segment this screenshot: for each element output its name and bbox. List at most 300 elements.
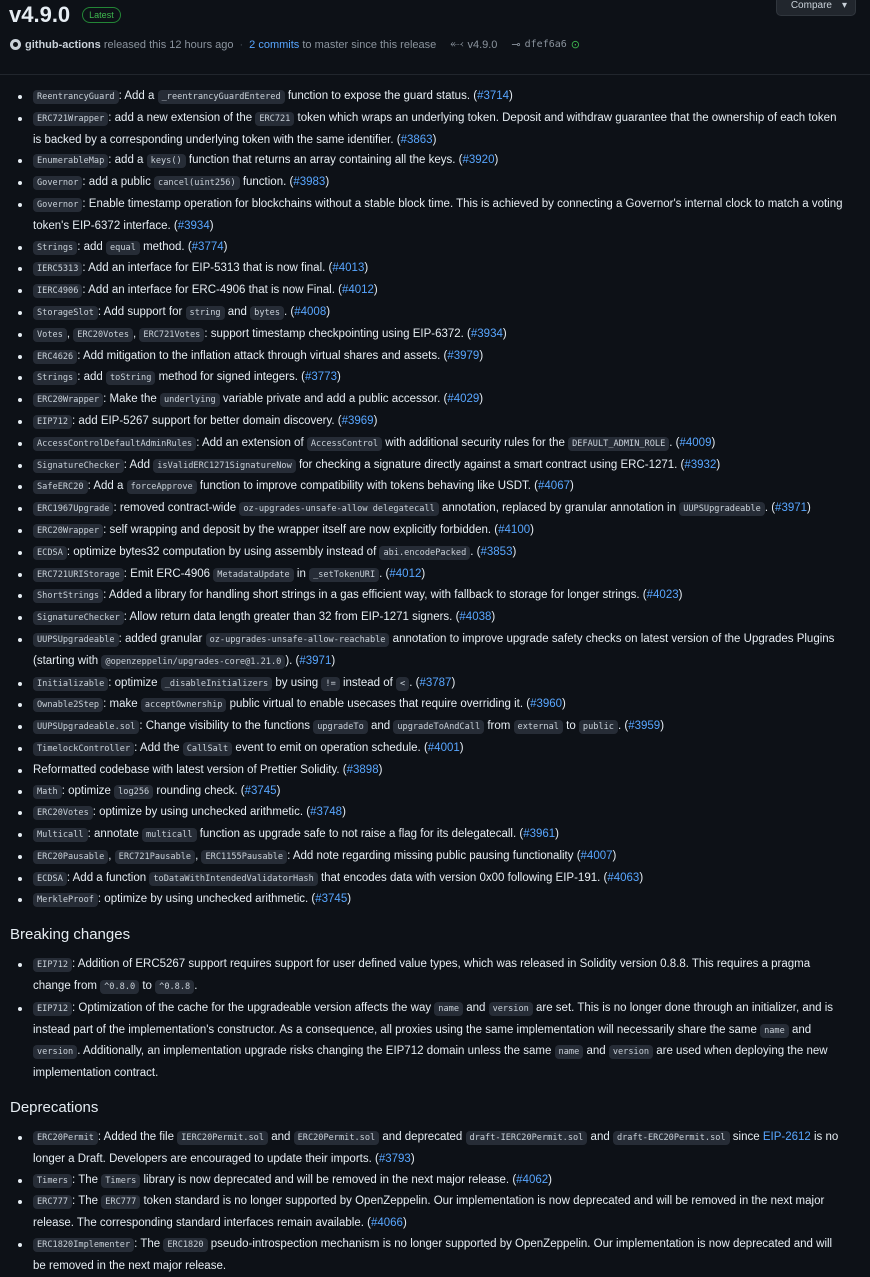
- note-text: ,: [108, 849, 115, 862]
- note-text: ): [570, 480, 574, 493]
- inline-code: !=: [321, 677, 339, 691]
- inline-code: MetadataUpdate: [213, 568, 293, 582]
- inline-code: IERC20Permit.sol: [177, 1131, 268, 1145]
- inline-code: ERC20Wrapper: [33, 393, 103, 407]
- pr-link[interactable]: #3934: [177, 219, 210, 232]
- inline-code: SignatureChecker: [33, 459, 124, 473]
- note-text: : Add mitigation to the inflation attack through virtual shares and assets. (: [77, 349, 448, 362]
- note-text: ): [562, 698, 566, 711]
- inline-code: Governor: [33, 176, 82, 190]
- inline-code: ERC721: [255, 112, 294, 126]
- list-item: [14, 673, 845, 695]
- note-text: function as upgrade safe to not raise a flag for its delegatecall. (: [196, 828, 524, 841]
- inline-code: Timers: [33, 1174, 72, 1188]
- pr-link[interactable]: #4066: [370, 1217, 403, 1230]
- note-text: : Allow return data length greater than 32 from EIP-1271 signers. (: [123, 611, 460, 624]
- note-text: ). (: [285, 654, 300, 667]
- list-item: [14, 1191, 845, 1234]
- pr-link[interactable]: #3961: [523, 828, 556, 841]
- note-text: ): [612, 849, 617, 862]
- list-item: [14, 108, 845, 151]
- pr-link[interactable]: #4013: [332, 262, 365, 275]
- note-text: is no longer a Draft. Developers are encouraged to update their imports. (: [33, 1131, 839, 1165]
- pr-link[interactable]: #3979: [447, 349, 480, 362]
- separator-dot: ·: [239, 38, 244, 51]
- note-text: : add a new extension of the: [108, 111, 256, 124]
- inline-code: version: [33, 1045, 77, 1059]
- pr-link[interactable]: #4001: [427, 741, 460, 754]
- note-text: ,: [195, 849, 202, 862]
- title-row: [9, 2, 121, 28]
- note-text: ): [509, 90, 513, 102]
- note-text: : Add: [123, 458, 154, 471]
- note-text: : add: [77, 240, 106, 253]
- list-item: [14, 172, 845, 194]
- inline-code: ERC1820: [163, 1238, 207, 1252]
- note-text: : The: [72, 1195, 102, 1208]
- note-text: ): [451, 676, 456, 689]
- note-text: . (: [617, 720, 629, 733]
- note-text: rounding check. (: [153, 784, 245, 797]
- note-text: and: [268, 1131, 294, 1144]
- inline-code: underlying: [160, 393, 220, 407]
- note-text: : The: [72, 1173, 102, 1186]
- note-text: : Add an interface for ERC-4906 that is now Final. (: [82, 284, 342, 297]
- inline-code: log256: [114, 785, 153, 799]
- inline-code: ERC721Pausable: [115, 850, 195, 864]
- note-text: are set. This is no longer done through an initializer, and is instead part of the implementation's constructor. As a consequence, all proxies using the same implementation will necessarily share the same: [33, 1001, 834, 1036]
- note-text: .: [194, 980, 198, 993]
- inline-code: ECDSA: [33, 546, 67, 560]
- note-text: ): [548, 1173, 552, 1186]
- inline-code: SafeERC20: [33, 480, 88, 494]
- list-item: [14, 520, 845, 542]
- note-text: : optimize: [108, 676, 161, 689]
- pr-link[interactable]: #3934: [470, 327, 503, 340]
- note-text: : Optimization of the cache for the upgradeable version affects the way: [72, 1001, 435, 1014]
- commits-link[interactable]: 2 commits: [249, 38, 300, 51]
- note-text: from: [484, 720, 514, 733]
- inline-code: StorageSlot: [33, 306, 98, 320]
- note-text: ): [555, 828, 560, 841]
- list-item: [14, 824, 845, 846]
- inline-code: toDataWithIntendedValidatorHash: [149, 872, 317, 886]
- inline-code: ERC20Votes: [33, 806, 93, 820]
- note-text: that encodes data with version 0x00 following EIP-191. (: [317, 871, 608, 884]
- note-text: : optimize: [61, 784, 115, 797]
- inline-code: external: [514, 720, 563, 734]
- inline-code: ERC721Votes: [139, 328, 204, 342]
- inline-code: draft-ERC20Permit.sol: [613, 1131, 730, 1145]
- inline-code: Strings: [33, 371, 77, 385]
- note-text: pseudo-introspection mechanism is no longer supported by OpenZeppelin. Our implementation is now deprecated and will be removed in the next major release.: [33, 1238, 833, 1272]
- inline-code: multicall: [142, 828, 197, 842]
- compare-button[interactable]: [776, 0, 856, 16]
- list-item: [14, 781, 845, 803]
- note-text: . (: [669, 436, 680, 449]
- inline-code: <: [396, 677, 409, 691]
- list-item: [14, 846, 845, 868]
- list-item: [14, 302, 845, 324]
- pr-link[interactable]: #4007: [580, 849, 613, 862]
- note-text: ): [660, 720, 665, 733]
- pr-link[interactable]: #4009: [679, 436, 712, 449]
- note-text: ): [276, 784, 281, 797]
- note-text: and: [583, 1045, 609, 1058]
- inline-code: UUPSUpgradeable: [679, 502, 765, 516]
- pr-link[interactable]: #3745: [244, 784, 277, 797]
- note-text: public virtual to enable usecases that require overriding it. (: [226, 698, 531, 711]
- note-text: ): [512, 545, 517, 558]
- note-text: ): [459, 741, 464, 754]
- note-text: instead of: [339, 676, 397, 689]
- note-text: ): [711, 436, 716, 449]
- note-text: and: [788, 1023, 812, 1036]
- note-text: and: [463, 1001, 489, 1014]
- release-notes-list: [0, 86, 870, 911]
- inline-code: Timers: [101, 1174, 140, 1188]
- list-item: [14, 150, 845, 172]
- note-text: . (: [470, 545, 481, 558]
- note-text: : add EIP-5267 support for better domain discovery. (: [72, 414, 342, 427]
- note-text: are used when deploying the new implementation contract.: [33, 1045, 828, 1080]
- pr-link[interactable]: #4067: [538, 480, 570, 493]
- latest-badge: Latest: [82, 7, 121, 23]
- github-avatar-icon[interactable]: [10, 39, 21, 50]
- inline-code: EnumerableMap: [33, 154, 108, 168]
- inline-code: name: [760, 1024, 789, 1038]
- pr-link[interactable]: #4100: [498, 523, 531, 536]
- note-text: ): [502, 327, 507, 340]
- list-item: [14, 237, 845, 259]
- note-text: : Emit ERC-4906: [123, 567, 214, 580]
- pr-link[interactable]: #3971: [775, 502, 808, 515]
- note-text: ): [421, 567, 426, 580]
- inline-code: @openzeppelin/upgrades-core@1.21.0: [101, 655, 285, 669]
- note-text: : The: [134, 1238, 164, 1251]
- note-text: : added granular: [118, 632, 206, 645]
- note-text: : Added the file: [97, 1131, 178, 1144]
- note-text: function. (: [239, 176, 294, 189]
- inline-code: ERC20Permit.sol: [294, 1131, 380, 1145]
- pr-link[interactable]: #3773: [305, 371, 337, 384]
- inline-code: AccessControlDefaultAdminRules: [33, 437, 196, 451]
- note-text: . (: [764, 502, 776, 515]
- note-text: ): [378, 763, 383, 776]
- note-text: . (: [379, 567, 390, 580]
- note-text: : removed contract-wide: [113, 502, 240, 515]
- inline-code: ShortStrings: [33, 589, 103, 603]
- inline-code: ERC20Wrapper: [33, 524, 103, 538]
- inline-code: oz-upgrades-unsafe-allow delegatecall: [239, 502, 438, 516]
- release-notes-list: [0, 954, 870, 1084]
- pr-link[interactable]: #3745: [315, 893, 348, 906]
- list-item: [14, 367, 845, 389]
- inline-code: CallSalt: [183, 742, 232, 756]
- inline-code: ERC20Permit: [33, 1131, 98, 1145]
- inline-code: DEFAULT_ADMIN_ROLE: [568, 437, 669, 451]
- list-item: [14, 1170, 845, 1192]
- note-text: : annotate: [87, 828, 142, 841]
- note-text: : make: [103, 698, 141, 711]
- note-text: ): [331, 654, 336, 667]
- note-text: : Add an extension of: [196, 436, 307, 449]
- note-text: : Addition of ERC5267 support requires support for user defined value types, which was released in Solidity version 0.8.8. This requires a pragma change from: [33, 958, 811, 993]
- inline-code: AccessControl: [307, 437, 382, 451]
- pr-link[interactable]: #4008: [294, 305, 327, 318]
- pr-link[interactable]: #4062: [516, 1173, 549, 1186]
- list-item: [14, 411, 845, 433]
- pr-link[interactable]: #3932: [684, 458, 717, 471]
- inline-code: ERC777: [101, 1195, 140, 1209]
- note-text: : Add support for: [97, 305, 186, 318]
- inline-code: acceptOwnership: [141, 698, 227, 712]
- list-item: [14, 324, 845, 346]
- inline-code: version: [609, 1045, 653, 1059]
- note-text: : add a public: [82, 176, 155, 189]
- release-title[interactable]: v4.9.0: [9, 2, 71, 27]
- chevron-down-icon: ▾: [841, 0, 847, 11]
- note-text: ): [530, 523, 534, 536]
- inline-code: _setTokenURI: [309, 568, 379, 582]
- pr-link[interactable]: EIP-2612: [762, 1131, 811, 1144]
- inline-code: ERC20Pausable: [33, 850, 108, 864]
- note-text: and: [367, 720, 394, 733]
- inline-code: ERC721Wrapper: [33, 112, 108, 126]
- inline-code: EIP712: [33, 415, 72, 429]
- tag-icon: ⬷: [450, 38, 464, 50]
- pr-link[interactable]: #3898: [346, 763, 379, 776]
- pr-link[interactable]: #4038: [459, 611, 492, 624]
- list-item: [14, 954, 845, 998]
- note-text: : Change visibility to the functions: [139, 720, 314, 733]
- inline-code: _reentrancyGuardEntered: [158, 90, 285, 104]
- note-text: since: [729, 1131, 763, 1144]
- release-notes-list: [0, 1127, 870, 1277]
- list-item: [14, 1234, 845, 1277]
- note-text: : Make the: [103, 393, 160, 406]
- list-item: [14, 86, 845, 108]
- inline-code: TimelockController: [33, 742, 134, 756]
- note-text: ): [336, 371, 341, 384]
- note-text: in: [293, 567, 310, 580]
- list-item: [14, 476, 845, 498]
- pr-link[interactable]: #4029: [447, 393, 480, 406]
- list-item: [14, 868, 845, 890]
- note-text: ): [432, 133, 437, 146]
- note-text: variable private and add a public accessor. (: [219, 393, 448, 406]
- note-text: . (: [409, 676, 420, 689]
- note-text: : Add note regarding missing public pausing functionality (: [287, 849, 581, 862]
- note-text: ): [373, 284, 378, 297]
- note-text: : optimize by using unchecked arithmetic. (: [97, 893, 316, 906]
- note-text: to: [139, 980, 156, 993]
- inline-code: keys(): [147, 154, 186, 168]
- inline-code: Math: [33, 785, 62, 799]
- pr-link[interactable]: #3863: [400, 133, 433, 146]
- note-text: : optimize by using unchecked arithmetic. (: [92, 806, 311, 819]
- inline-code: name: [434, 1002, 463, 1016]
- inline-code: IERC5313: [33, 262, 82, 276]
- list-item: [14, 564, 845, 586]
- release-header: [0, 0, 870, 58]
- inline-code: ERC20Votes: [73, 328, 133, 342]
- note-text: event to emit on operation schedule. (: [232, 741, 428, 754]
- released-text: released this 12 hours ago: [103, 38, 234, 51]
- pr-link[interactable]: #3793: [378, 1152, 411, 1165]
- list-item: [14, 760, 845, 781]
- inline-code: upgradeTo: [313, 720, 368, 734]
- note-text: ): [479, 349, 484, 362]
- note-text: ): [325, 176, 330, 189]
- inline-code: _disableInitializers: [161, 677, 272, 691]
- pr-link[interactable]: #3714: [477, 90, 510, 102]
- note-text: ): [678, 589, 683, 602]
- note-text: and: [224, 305, 251, 318]
- note-text: token standard is no longer supported by OpenZeppelin. Our implementation is now deprecated and will be removed in the next major release. The corresponding standard interfaces remain available. (: [33, 1195, 825, 1230]
- inline-code: bytes: [250, 306, 284, 320]
- note-text: token which wraps an underlying token. Deposit and withdraw guarantee that the ownership of each token is backed by a corresponding underlying token with the same identifier. (: [33, 111, 837, 146]
- list-item: [14, 455, 845, 477]
- note-text: ): [223, 240, 228, 253]
- pr-link[interactable]: #3969: [341, 414, 374, 427]
- pr-link[interactable]: #3971: [299, 654, 332, 667]
- inline-code: ^0.8.8: [155, 980, 194, 994]
- list-item: [14, 585, 845, 607]
- note-text: ): [402, 1217, 407, 1230]
- inline-code: version: [489, 1002, 533, 1016]
- inline-code: cancel(uint256): [154, 176, 240, 190]
- release-meta: [10, 38, 580, 51]
- inline-code: ECDSA: [33, 872, 67, 886]
- note-text: annotation to improve upgrade safety checks on latest version of the Upgrades Plugins (starting with: [33, 632, 835, 667]
- list-item: [14, 889, 845, 911]
- inline-code: Ownable2Step: [33, 698, 103, 712]
- note-text: : optimize bytes32 computation by using assembly instead of: [66, 545, 380, 558]
- note-text: ): [494, 154, 499, 167]
- commits-text: to master since this release: [302, 38, 437, 51]
- section-heading: Deprecations: [10, 1099, 99, 1117]
- pr-link[interactable]: #3920: [462, 154, 495, 167]
- inline-code: ERC721URIStorage: [33, 568, 124, 582]
- note-text: ,: [66, 327, 74, 340]
- note-text: for checking a signature directly against a smart contract using ERC-1271. (: [295, 458, 685, 471]
- note-text: : add: [77, 371, 106, 384]
- list-item: [14, 802, 845, 824]
- note-text: with additional security rules for the: [382, 436, 569, 449]
- list-item: [14, 738, 845, 760]
- inline-code: toString: [106, 371, 155, 385]
- inline-code: EIP712: [33, 958, 72, 972]
- note-text: annotation, replaced by granular annotation in: [438, 502, 680, 515]
- note-text: ): [639, 871, 644, 884]
- note-text: to: [562, 720, 579, 733]
- pr-link[interactable]: #4023: [646, 589, 679, 602]
- inline-code: Votes: [33, 328, 67, 342]
- pr-link[interactable]: #4012: [341, 284, 374, 297]
- note-text: function to expose the guard status. (: [284, 90, 478, 102]
- note-text: method for signed integers. (: [155, 371, 305, 384]
- inline-code: EIP712: [33, 1002, 72, 1016]
- author-link[interactable]: github-actions: [25, 38, 101, 51]
- inline-code: Governor: [33, 198, 82, 212]
- pr-link[interactable]: #3959: [628, 720, 661, 733]
- inline-code: MerkleProof: [33, 893, 98, 907]
- pr-link[interactable]: #3774: [191, 240, 224, 253]
- pr-link[interactable]: #4063: [607, 871, 640, 884]
- note-text: : support timestamp checkpointing using EIP-6372. (: [204, 327, 471, 340]
- note-text: : Add the: [134, 741, 183, 754]
- pr-link[interactable]: #3853: [480, 545, 513, 558]
- note-text: : Add a function: [66, 871, 150, 884]
- note-text: ): [410, 1152, 415, 1165]
- verified-check-icon[interactable]: ⊙: [570, 39, 581, 51]
- pr-link[interactable]: #4012: [389, 567, 422, 580]
- note-text: function to improve compatibility with tokens behaving like USDT. (: [196, 480, 539, 493]
- tag-link[interactable]: v4.9.0: [467, 38, 498, 51]
- inline-code: SignatureChecker: [33, 611, 124, 625]
- list-item: [14, 280, 845, 302]
- inline-code: Multicall: [33, 828, 88, 842]
- note-text: ,: [133, 327, 140, 340]
- compare-label: Compare: [790, 0, 832, 11]
- list-item: [14, 694, 845, 716]
- note-text: Reformatted codebase with latest version of Prettier Solidity. (: [33, 763, 347, 776]
- list-item: [14, 194, 845, 237]
- inline-code: ^0.8.0: [100, 980, 139, 994]
- list-item: [14, 498, 845, 520]
- inline-code: ERC4626: [33, 350, 77, 364]
- commit-link[interactable]: dfef6a6: [524, 39, 567, 50]
- note-text: library is now deprecated and will be removed in the next major release. (: [140, 1173, 517, 1186]
- note-text: and: [587, 1131, 613, 1144]
- inline-code: Strings: [33, 241, 77, 255]
- list-item: [14, 716, 845, 738]
- note-text: ): [479, 393, 484, 406]
- inline-code: ERC1820Implementer: [33, 1238, 134, 1252]
- pr-link[interactable]: #3983: [293, 176, 326, 189]
- note-text: : Added a library for handling short strings in a gas efficient way, with fallback to storage for longer strings. (: [103, 589, 647, 602]
- inline-code: public: [579, 720, 618, 734]
- list-item: [14, 389, 845, 411]
- note-text: : add a: [108, 154, 147, 167]
- inline-code: draft-IERC20Permit.sol: [466, 1131, 588, 1145]
- note-text: ): [347, 893, 352, 906]
- note-text: : Add an interface for EIP-5313 that is now final. (: [82, 262, 333, 275]
- pr-link[interactable]: #3787: [419, 676, 452, 689]
- note-text: ): [807, 502, 811, 515]
- inline-code: isValidERC1271SignatureNow: [153, 459, 296, 473]
- inline-code: IERC4906: [33, 284, 82, 298]
- note-text: ): [491, 611, 496, 624]
- note-text: by using: [272, 676, 322, 689]
- inline-code: ERC777: [33, 1195, 72, 1209]
- header-divider: [0, 74, 870, 75]
- note-text: ): [342, 806, 346, 819]
- list-item: [14, 433, 845, 455]
- pr-link[interactable]: #3748: [310, 806, 343, 819]
- list-item: [14, 607, 845, 629]
- list-item: [14, 542, 845, 564]
- note-text: and deprecated: [379, 1131, 466, 1144]
- note-text: ): [716, 458, 721, 471]
- inline-code: ReentrancyGuard: [33, 90, 119, 104]
- inline-code: string: [186, 306, 225, 320]
- inline-code: upgradeToAndCall: [393, 720, 484, 734]
- note-text: . (: [284, 305, 295, 318]
- pr-link[interactable]: #3960: [530, 698, 563, 711]
- list-item: [14, 1127, 845, 1170]
